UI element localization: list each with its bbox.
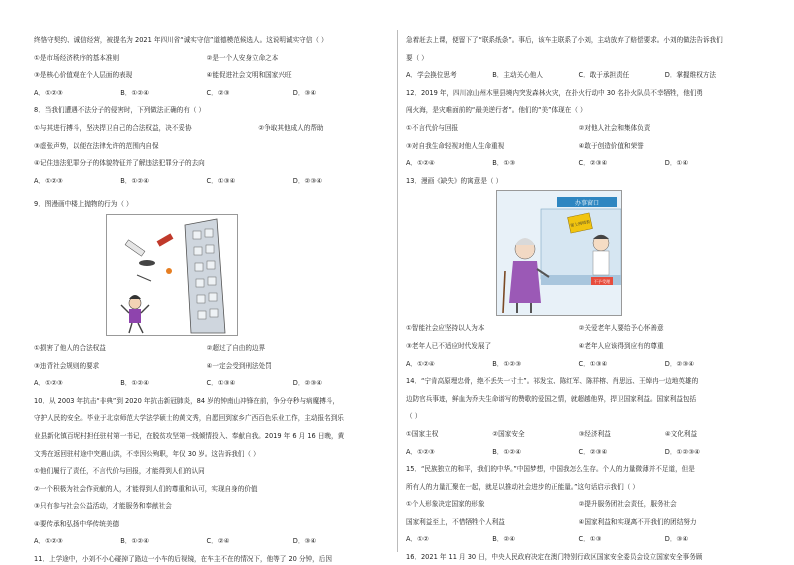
q8-statement-1: ①与其进行搏斗，坚决捍卫自己的合法权益，决不妥协 <box>34 123 192 132</box>
column-divider <box>397 30 398 552</box>
q8-option-d[interactable]: D．②③④ <box>292 176 323 185</box>
q10-statement-3: ③只有参与社会公益活动，才能服务和奉献社会 <box>34 502 172 511</box>
q13-option-b[interactable]: B．①②③ <box>492 359 522 368</box>
q10-text-2: 守护人民的安全。毕业于北京师范大学法学硕士的黄文秀，自愿回到家乡广西百色乐业工作，主动报名到乐 <box>34 414 344 423</box>
q13-statement-3: ③老年人已不适应时代发展了 <box>406 341 492 350</box>
q8-option-c[interactable]: C．①③④ <box>206 176 236 185</box>
q7-option-d[interactable]: D．③④ <box>292 88 317 97</box>
q13-statements-row-2 <box>406 342 751 352</box>
q10-option-c[interactable]: C．②④ <box>206 537 230 546</box>
q8-statement-4: ④记住违法犯罪分子的体貌特征并了解违法犯罪分子的去向 <box>34 159 205 168</box>
q12-text-2: 闯火海，是灾难面前的“最美逆行者”。他们的“美”体现在（ ） <box>406 106 587 115</box>
q14-statements <box>406 430 751 440</box>
q9-option-a[interactable]: A．①②③ <box>34 379 63 388</box>
q13-cartoon <box>496 190 622 316</box>
q12-statement-2: ②对他人社会和集体负责 <box>578 123 651 132</box>
q14-statement-1: ①国家主权 <box>406 429 439 438</box>
q13-option-a[interactable]: A．①②④ <box>406 359 435 368</box>
q8-statement-2: ②争取其他成人的帮助 <box>258 123 324 132</box>
q13-cartoon-drawing <box>497 191 621 315</box>
q13-option-d[interactable]: D．②③④ <box>664 359 695 368</box>
q8-option-b[interactable]: B．①②④ <box>120 176 150 185</box>
right-column <box>406 36 751 563</box>
q15-options <box>406 535 751 545</box>
q8-text: 8．当我们遭遇不法分子的侵害时，下列做法正确的有（ ） <box>34 106 206 115</box>
q12-option-c[interactable]: C．②③④ <box>578 159 608 168</box>
q13-option-c[interactable]: C．①③④ <box>578 359 608 368</box>
q15-option-d[interactable]: D．③④ <box>664 535 689 544</box>
q10-statement-2: ②一个积极为社会作贡献的人，才能得到人们的尊重和认可，实现自身的价值 <box>34 484 258 493</box>
q7-statement-4: ④能促进社会文明和国家兴旺 <box>206 71 292 80</box>
q15-text-2: 所有人的力量汇聚在一起，就足以推动社会进步的正能量。”这句话启示我们（ ） <box>406 482 639 491</box>
q10-option-a[interactable]: A．①②③ <box>34 537 63 546</box>
q15-statement-2: ②提升服务团社会责任，服务社会 <box>578 500 677 509</box>
q9-option-c[interactable]: C．①③④ <box>206 379 236 388</box>
q13-statements-row-1 <box>406 324 751 334</box>
q9-options <box>34 379 379 389</box>
q12-statements-row-2 <box>406 142 751 152</box>
q12-option-a[interactable]: A．①②④ <box>406 159 435 168</box>
q9-statement-4: ④一定会受到刑法处罚 <box>206 361 272 370</box>
q15-option-c[interactable]: C．①③ <box>578 535 602 544</box>
q12-statement-3: ③对自我生命轻视对他人生命重视 <box>406 141 505 150</box>
q12-option-d[interactable]: D．①④ <box>664 159 689 168</box>
q15-statement-4: ④国家利益和实现离不开我们的团结努力 <box>578 517 697 526</box>
q14-statement-4: ④文化利益 <box>664 429 698 438</box>
online-form-sign: 需上网填表 <box>569 219 591 229</box>
q11-option-c[interactable]: C．敢于承担责任 <box>578 71 630 80</box>
q15-statement-3: 国家利益至上，不惜牺牲个人利益 <box>406 517 505 526</box>
q14-statement-3: ③经济利益 <box>578 429 611 438</box>
q10-statement-1: ①他们履行了责任，不言代价与回报，才能得到人们的认同 <box>34 467 205 476</box>
q10-option-b[interactable]: B．①②④ <box>120 537 150 546</box>
q13-text: 13．漫画《缺失》的寓意是（ ） <box>406 176 503 185</box>
q15-option-a[interactable]: A．①② <box>406 535 429 544</box>
q9-statements-row-2 <box>34 362 379 372</box>
q15-statements-row-2 <box>406 518 751 528</box>
q14-statement-2: ②国家安全 <box>492 429 525 438</box>
q15-text-1: 15．“民族独立的和平，我们的中华。”中国梦想，中国我怎么生存。个人的力量微薄并不足道，但是 <box>406 465 695 474</box>
q15-statements-row-1 <box>406 500 751 510</box>
q11-text-cont-1: 急着赶去上课，便留下了“联系纸条”。事后，该车主联系了小刘，主动放弃了赔偿要求。小刘的做法告诉我们 <box>406 36 723 44</box>
q11-option-a[interactable]: A．学会换位思考 <box>406 71 457 80</box>
q14-option-d[interactable]: D．①②③④ <box>664 447 701 456</box>
q11-text: 11．上学途中，小刘不小心碰掉了路边一小车的后视镜，在车主不在的情况下，他等了 20 分钟，后因 <box>34 555 332 564</box>
q7-statement-1: ①是市场经济秩序的基本准则 <box>34 53 120 62</box>
q7-statement-3: ③是核心价值观在个人层面的表现 <box>34 71 133 80</box>
q14-option-b[interactable]: B．①②④ <box>492 447 522 456</box>
q10-statement-4: ④要传承和弘扬中华传统美德 <box>34 519 120 528</box>
rejection-slip-text: 不予受理 <box>593 279 611 285</box>
q8-option-a[interactable]: A．①②③ <box>34 176 63 185</box>
q7-option-a[interactable]: A．①②③ <box>34 88 63 97</box>
q9-statement-3: ③违背社会规则的要求 <box>34 361 100 370</box>
q15-option-b[interactable]: B．②④ <box>492 535 516 544</box>
q7-option-b[interactable]: B．①②④ <box>120 88 150 97</box>
q11-options <box>406 71 751 81</box>
left-column <box>34 36 379 565</box>
q14-text-3: （ ） <box>406 412 422 421</box>
q14-option-c[interactable]: C．②③④ <box>578 447 608 456</box>
q11-option-d[interactable]: D．掌握维权方法 <box>664 71 716 80</box>
q9-cartoon-drawing <box>107 215 237 335</box>
q9-statements-row-1 <box>34 344 379 354</box>
q7-options <box>34 89 379 99</box>
q11-text-cont-2: 要（ ） <box>406 53 428 62</box>
q8-options <box>34 177 379 187</box>
q7-text: 终恪守契约、诚信经营，被提名为 2021 年四川省“诚实守信”道德模范候选人。这说明诚实守信（ ） <box>34 36 328 44</box>
q10-option-d[interactable]: D．③④ <box>292 537 317 546</box>
q9-option-d[interactable]: D．②③④ <box>292 379 323 388</box>
q14-text-1: 14．“宁肯高原埋忠骨，绝不丢失一寸土”。祁发宝、陈红军、陈祥榕、肖思远、王焯冉一边地英雄的 <box>406 377 699 386</box>
q13-statement-4: ④老年人应该得到应有的尊重 <box>578 341 664 350</box>
q7-statements-row-2 <box>34 71 379 81</box>
q7-statement-2: ②是一个人安身立命之本 <box>206 53 279 62</box>
q15-statement-1: ①个人形象决定国家的形象 <box>406 500 485 509</box>
q9-option-b[interactable]: B．①②④ <box>120 379 150 388</box>
q14-text-2: 边防官兵事迹，鲜血为乔夫生命谱写的赞歌的爱国之情，就超越他界，捍卫国家利益。国家利益包括 <box>406 394 697 403</box>
q12-option-b[interactable]: B．①③ <box>492 159 516 168</box>
q13-options <box>406 360 751 370</box>
q12-text-1: 12．2019 年，四川凉山州木里县境内突发森林火灾，在扑火行动中 30 名扑火队员不幸牺牲，他们勇 <box>406 88 704 97</box>
q7-statements-row-1 <box>34 54 379 64</box>
q9-statement-2: ②超过了自由的边界 <box>206 343 266 352</box>
q7-option-c[interactable]: C．②③ <box>206 88 230 97</box>
q16-text: 16．2021 年 11 月 30 日，中央人民政府决定在澳门特别行政区国家安全委员会设立国家安全事务顾 <box>406 553 703 562</box>
q10-options <box>34 537 379 547</box>
q9-cartoon <box>106 214 238 336</box>
q14-options <box>406 448 751 458</box>
q12-statement-1: ①不言代价与回报 <box>406 123 459 132</box>
q10-text-1: 10．从 2003 年抗击“非典”到 2020 年抗击新冠肺炎，84 岁的钟南山冲锋在前，争分夺秒与病魔搏斗， <box>34 396 340 405</box>
q12-statement-4: ④敢于创造价值和荣誉 <box>578 141 644 150</box>
q8-statements-row-1 <box>34 124 379 134</box>
q10-text-4: 文秀在返回驻村途中突遇山洪，不幸因公殉职，年仅 30 岁。这告诉我们（ ） <box>34 449 260 458</box>
q11-option-b[interactable]: B．主动关心他人 <box>492 71 543 80</box>
q12-options <box>406 159 751 169</box>
q9-text: 9．图漫画中楼上抛物的行为（ ） <box>34 200 133 209</box>
q9-statement-1: ①损害了他人的合法权益 <box>34 343 106 352</box>
q13-statement-2: ②关爱老年人要给予心怀善意 <box>578 324 664 333</box>
q14-option-a[interactable]: A．①②③ <box>406 447 435 456</box>
q12-statements-row-1 <box>406 124 751 134</box>
q13-statement-1: ①智能社会应坚持以人为本 <box>406 324 485 333</box>
q8-statement-3: ③虚张声势，以便在法律允许的范围内自保 <box>34 141 159 150</box>
window-sign-text: 办事窗口 <box>574 200 600 208</box>
q10-text-3: 业县新化镇百坭村担任驻村第一书记，在脱贫攻坚第一线倾情投入、奉献自我。2019 年 6 月 16 日晚，黄 <box>34 431 345 440</box>
